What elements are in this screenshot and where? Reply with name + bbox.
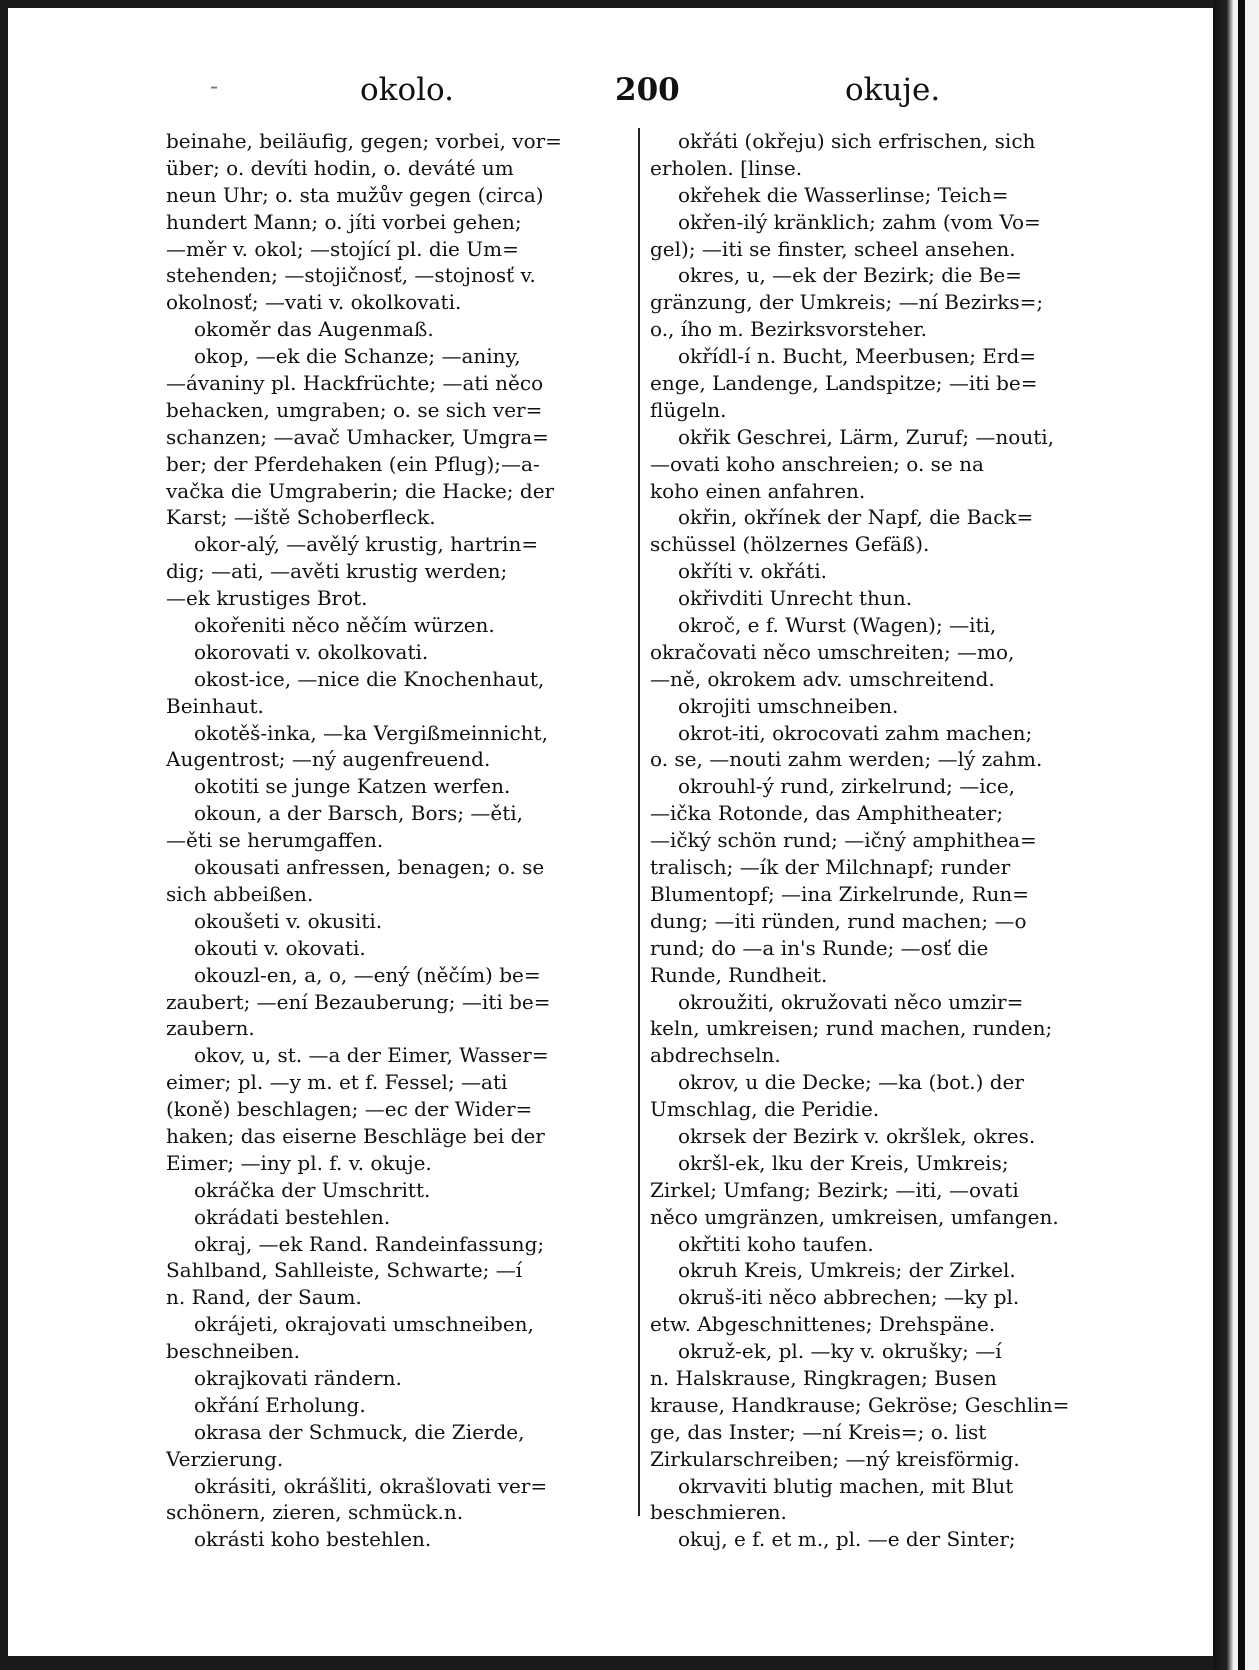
entry-continuation-line: Verzierung. [166,1446,284,1471]
book-spine-edge [1238,0,1245,1670]
entry-headline: okrasa der Schmuck, die Zierde, [194,1419,525,1444]
entry-headline: okřen-ilý kränklich; zahm (vom Vo= [678,209,1041,234]
entry-continuation-line: zaubern. [166,1016,255,1041]
entry-headline: okřídl-í n. Bucht, Meerbusen; Erd= [678,344,1037,369]
entry-headline: okres, u, —ek der Bezirk; die Be= [678,263,1022,288]
entry-continuation-line: abdrechseln. [650,1043,781,1068]
entry-continuation-line: hundert Mann; o. jíti vorbei gehen; [166,209,522,234]
entry-continuation-line: zaubert; —ení Bezauberung; —iti be= [166,989,551,1014]
entry-headline: okost-ice, —nice die Knochenhaut, [194,666,545,691]
entry-continuation-line: behacken, umgraben; o. se sich ver= [166,397,543,422]
entry-continuation-line: Zirkel; Umfang; Bezirk; —iti, —ovati [650,1177,1019,1202]
entry-continuation-line: beschmieren. [650,1500,787,1525]
entry-headline: okouti v. okovati. [194,935,366,960]
entry-continuation-line: něco umgränzen, umkreisen, umfangen. [650,1204,1059,1229]
entry-continuation-line: Umschlag, die Peridie. [650,1097,880,1122]
entry-headline: okráčka der Umschritt. [194,1177,431,1202]
entry-continuation-line: Sahlband, Sahlleiste, Schwarte; —í [166,1258,523,1283]
entry-continuation-line: Karst; —iště Schoberfleck. [166,505,436,530]
entry-headline: okřáti (okřeju) sich erfrischen, sich [678,129,1036,153]
entry-continuation-line: —ička Rotonde, das Amphitheater; [650,801,1004,826]
entry-continuation-line: —měr v. okol; —stojící pl. die Um= [166,236,519,261]
entry-headline: okrádati bestehlen. [194,1204,391,1229]
entry-continuation-line: krause, Handkrause; Gekröse; Geschlin= [650,1392,1070,1417]
entry-continuation-line: stehenden; —stojičnosť, —stojnosť v. [166,263,536,288]
entry-headline: okouzl-en, a, o, —ený (něčím) be= [194,962,541,987]
header-dash: - [210,72,219,100]
entry-continuation-line: Beinhaut. [166,693,264,718]
entry-continuation-line: schönern, zieren, schmück.n. [166,1500,464,1525]
entry-continuation-line: sich abbeißen. [166,881,314,906]
entry-continuation-line: okolnosť; —vati v. okolkovati. [166,290,462,315]
entry-continuation-line: —ek krustiges Brot. [166,586,368,611]
entry-continuation-line: Eimer; —iny pl. f. v. okuje. [166,1150,432,1175]
entry-continuation-line: keln, umkreisen; rund machen, runden; [650,1016,1053,1041]
entry-continuation-line: rund; do —a in's Runde; —osť die [650,935,989,960]
left-column [166,128,632,1553]
entry-headline: okraj, —ek Rand. Randeinfassung; [194,1231,545,1256]
entry-continuation-line: schanzen; —avač Umhacker, Umgra= [166,424,549,449]
entry-headline: okuj, e f. et m., pl. —e der Sinter; [678,1527,1016,1552]
entry-headline: okříti v. okřáti. [678,559,827,584]
entry-headline: okroč, e f. Wurst (Wagen); —iti, [678,613,997,638]
page-header [160,72,950,112]
entry-continuation-line: koho einen anfahren. [650,478,866,503]
entry-continuation-line: flügeln. [650,397,727,422]
entry-continuation-line: über; o. devíti hodin, o. deváté um [166,155,514,180]
entry-continuation-line: —ičký schön rund; —ičný amphithea= [650,828,1037,853]
entry-headline: okruž-ek, pl. —ky v. okrušky; —í [678,1339,1002,1364]
dictionary-page [8,8,1213,1656]
entry-headline: okousati anfressen, benagen; o. se [194,855,545,880]
entry-continuation-line: schüssel (hölzernes Gefäß). [650,532,930,557]
entry-continuation-line: Blumentopf; —ina Zirkelrunde, Run= [650,881,1030,906]
entry-continuation-line: —ovati koho anschreien; o. se na [650,451,984,476]
entry-continuation-line: beinahe, beiläufig, gegen; vorbei, vor= [166,129,562,153]
entry-continuation-line: enge, Landenge, Landspitze; —iti be= [650,371,1038,396]
entry-continuation-line: o. se, —nouti zahm werden; —lý zahm. [650,747,1043,772]
entry-headline: okov, u, st. —a der Eimer, Wasser= [194,1043,549,1068]
entry-headline: okrájeti, okrajovati umschneiben, [194,1312,534,1337]
entry-headline: okrajkovati rändern. [194,1365,402,1390]
entry-continuation-line: gränzung, der Umkreis; —ní Bezirks=; [650,290,1044,315]
entry-continuation-line: Augentrost; —ný augenfreuend. [166,747,491,772]
entry-headline: okřehek die Wasserlinse; Teich= [678,182,1009,207]
entry-headline: okrásti koho bestehlen. [194,1527,432,1552]
entry-continuation-line: ber; der Pferdehaken (ein Pflug);—a- [166,451,540,476]
entry-continuation-line: ge, das Inster; —ní Kreis=; o. list [650,1419,987,1444]
entry-continuation-line: Runde, Rundheit. [650,962,828,987]
entry-continuation-line: eimer; pl. —y m. et f. Fessel; —ati [166,1070,508,1095]
entry-headline: okrouhl-ý rund, zirkelrund; —ice, [678,774,1016,799]
entry-headline: okop, —ek die Schanze; —aniny, [194,344,521,369]
entry-continuation-line: dung; —iti ründen, rund machen; —o [650,908,1027,933]
column-divider [638,128,640,1516]
entry-headline: okoušeti v. okusiti. [194,908,383,933]
right-column [650,128,1115,1553]
entry-continuation-line: okračovati něco umschreiten; —mo, [650,639,1015,664]
entry-headline: okrov, u die Decke; —ka (bot.) der [678,1070,1024,1095]
entry-continuation-line: haken; das eiserne Beschläge bei der [166,1123,545,1148]
entry-headline: okotiti se junge Katzen werfen. [194,774,511,799]
entry-continuation-line: erholen. [linse. [650,155,803,180]
entry-continuation-line: —ěti se herumgaffen. [166,828,384,853]
book-gutter-shadow [1213,0,1259,1670]
entry-continuation-line: neun Uhr; o. sta mužův gegen (circa) [166,182,544,207]
entry-headline: okor-alý, —avělý krustig, hartrin= [194,532,539,557]
entry-headline: okrot-iti, okrocovati zahm machen; [678,720,1033,745]
entry-continuation-line: vačka die Umgraberin; die Hacke; der [166,478,555,503]
entry-continuation-line: etw. Abgeschnittenes; Drehspäne. [650,1312,996,1337]
entry-continuation-line: —ně, okrokem adv. umschreitend. [650,666,995,691]
entry-continuation-line: tralisch; —ík der Milchnapf; runder [650,855,1011,880]
page-number: 200 [615,72,680,108]
entry-headline: okotěš-inka, —ka Vergißmeinnicht, [194,720,548,745]
entry-continuation-line: dig; —ati, —avěti krustig werden; [166,559,508,584]
entry-headline: okruh Kreis, Umkreis; der Zirkel. [678,1258,1016,1283]
entry-continuation-line: —ávaniny pl. Hackfrüchte; —ati něco [166,371,544,396]
entry-continuation-line: gel); —iti se finster, scheel ansehen. [650,236,1016,261]
entry-headline: okrojiti umschneiben. [678,693,899,718]
entry-headline: okřání Erholung. [194,1392,366,1417]
entry-headline: okoměr das Augenmaß. [194,317,434,342]
entry-headline: okřik Geschrei, Lärm, Zuruf; —nouti, [678,424,1055,449]
entry-headline: okřin, okřínek der Napf, die Back= [678,505,1034,530]
entry-headline: okřtiti koho taufen. [678,1231,874,1256]
entry-continuation-line: Zirkularschreiben; —ný kreisförmig. [650,1446,1020,1471]
entry-continuation-line: n. Rand, der Saum. [166,1285,362,1310]
entry-continuation-line: o., ího m. Bezirksvorsteher. [650,317,928,342]
entry-headline: okrsek der Bezirk v. okršlek, okres. [678,1123,1036,1148]
entry-continuation-line: beschneiben. [166,1339,300,1364]
entry-headline: okoun, a der Barsch, Bors; —ěti, [194,801,524,826]
entry-headline: okořeniti něco něčím würzen. [194,613,495,638]
entry-headline: okroužiti, okružovati něco umzir= [678,989,1024,1014]
header-left-guide-word: okolo. [360,72,454,108]
entry-continuation-line: (koně) beschlagen; —ec der Wider= [166,1097,533,1122]
entry-headline: okřivditi Unrecht thun. [678,586,913,611]
entry-headline: okršl-ek, lku der Kreis, Umkreis; [678,1150,1009,1175]
entry-headline: okorovati v. okolkovati. [194,639,429,664]
entry-continuation-line: n. Halskrause, Ringkragen; Busen [650,1365,997,1390]
entry-headline: okrvaviti blutig machen, mit Blut [678,1473,1014,1498]
entry-headline: okruš-iti něco abbrechen; —ky pl. [678,1285,1020,1310]
entry-headline: okrásiti, okrášliti, okrašlovati ver= [194,1473,548,1498]
header-right-guide-word: okuje. [845,72,941,108]
